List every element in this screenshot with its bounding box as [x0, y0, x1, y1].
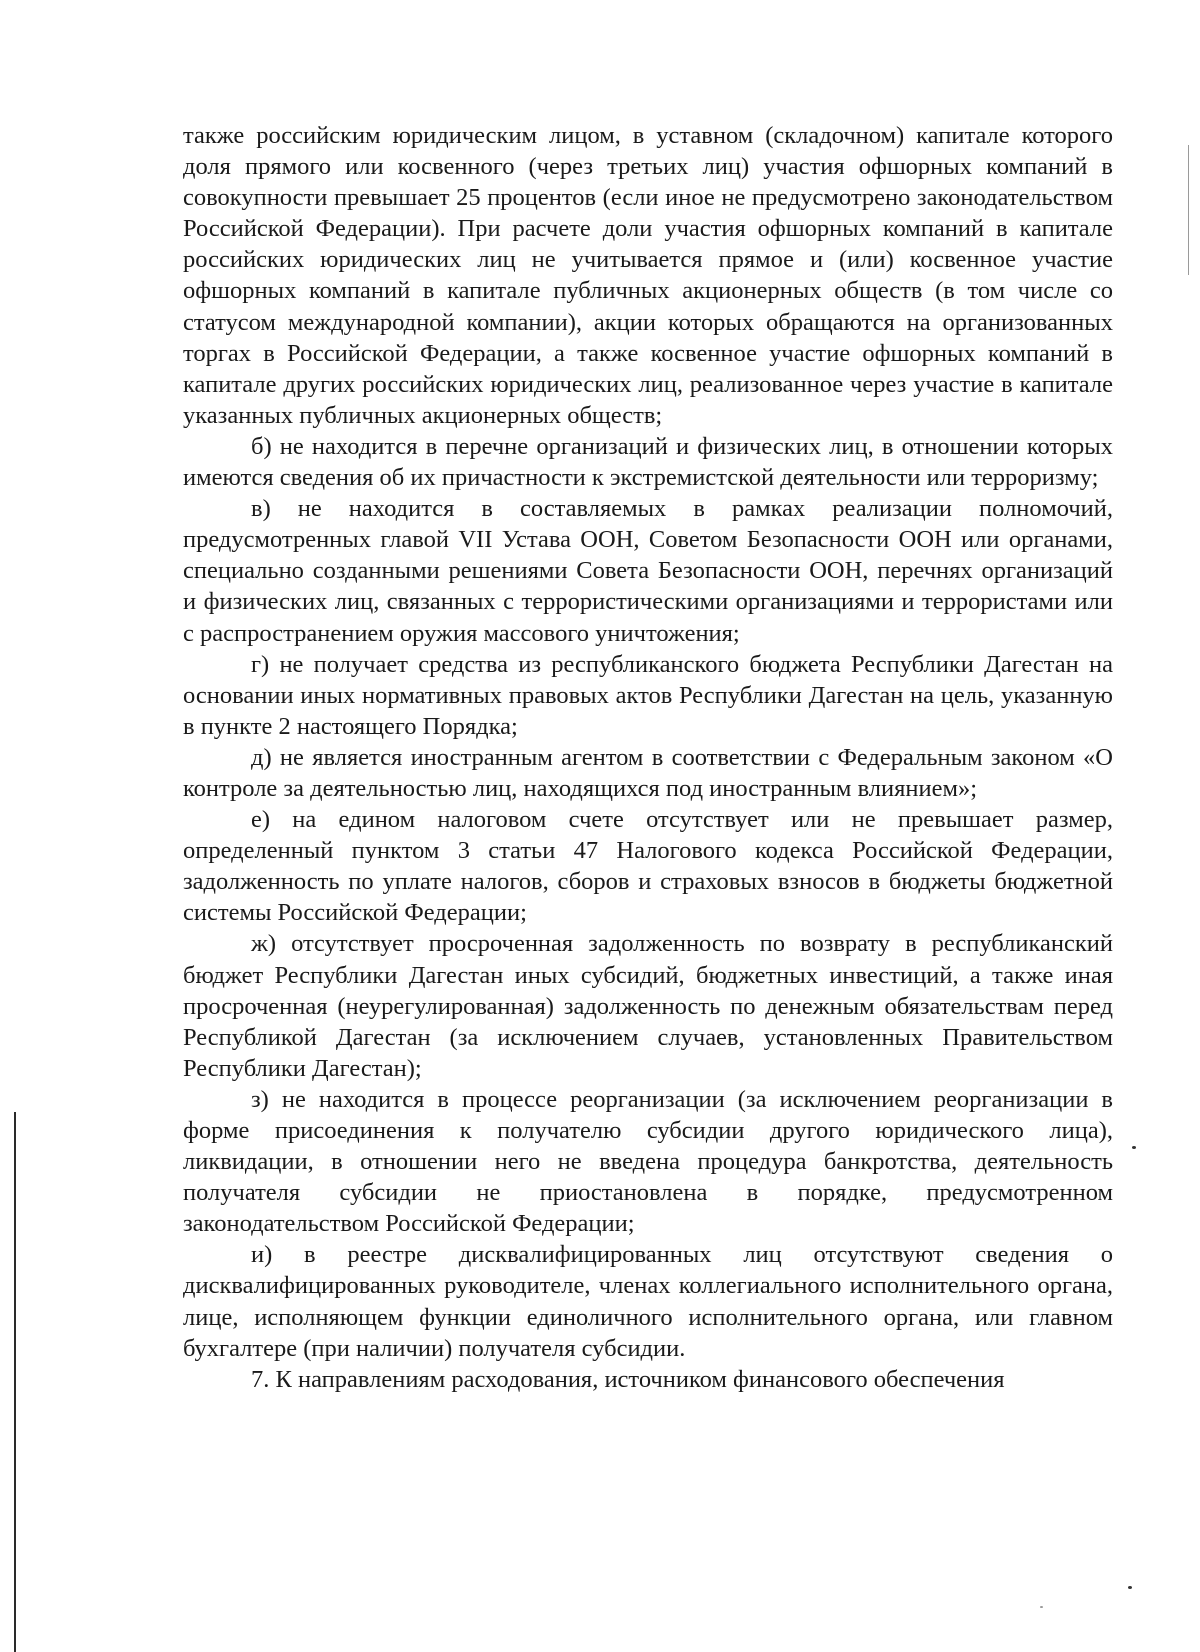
scan-edge-line-right: [1188, 145, 1189, 275]
paragraph-section-7: 7. К направлениям расходования, источником финансового обеспечения: [251, 1365, 1005, 1393]
paragraph-item-v: в) не находится в составляемых в рамках реализации полномочий, предусмотренных главой VII Устава ООН, Советом Безопасности ООН или органами, специально созданными решениями Совета Безопасности ООН, перечнях организаций и физических лиц, связанных с террористическими организациями и террористами или с распространением оружия массового уничтожения;: [183, 495, 1113, 647]
paragraph-item-zh: ж) отсутствует просроченная задолженность по возврату в республиканский бюджет Республики Дагестан иных субсидий, бюджетных инвестиций, а также иная просроченная (неурегулированная) задолженность по денежным обязательствам перед Республикой Дагестан (за исключением случаев, установленных Правительством Республики Дагестан);: [183, 930, 1113, 1082]
paragraph-item-d: д) не является иностранным агентом в соответствии с Федеральным законом «О контроле за деятельностью лиц, находящихся под иностранным влиянием»;: [183, 743, 1113, 802]
paragraph-item-b: б) не находится в перечне организаций и физических лиц, в отношении которых имеются сведения об их причастности к экстремистской деятельности или терроризму;: [183, 432, 1113, 492]
paragraph-item-g: г) не получает средства из республиканского бюджета Республики Дагестан на основании иных нормативных правовых актов Республики Дагестан на цель, указанную в пункте 2 настоящего Порядка;: [183, 650, 1113, 740]
scan-speck: [1128, 1586, 1132, 1589]
scan-edge-line-left: [14, 1112, 16, 1652]
paragraph-continuation: также российским юридическим лицом, в уставном (складочном) капитале которого доля прямого или косвенного (через третьих лиц) участия офшорных компаний в совокупности превышает 25 процентов (если иное не предусмотрено законодательством Российской Федерации). При расчете доли участия офшорных компаний в капитале российских юридических лиц не учитывается прямое и (или) косвенное участие офшорных компаний в капитале публичных акционерных обществ (в том числе со статусом международной компании), акции которых обращаются на организованных торгах в Российской Федерации, а также косвенное участие офшорных компаний в капитале других российских юридических лиц, реализованное через участие в капитале указанных публичных акционерных обществ;: [183, 122, 1113, 429]
scan-speck: [1132, 1146, 1136, 1149]
document-body: [183, 120, 1113, 1395]
scan-speck: [1040, 1606, 1043, 1608]
paragraph-item-i: и) в реестре дисквалифицированных лиц отсутствуют сведения о дисквалифицированных руководителе, членах коллегиального исполнительного органа, лице, исполняющем функции единоличного исполнительного органа, или главном бухгалтере (при наличии) получателя субсидии.: [183, 1241, 1113, 1362]
paragraph-item-e: е) на едином налоговом счете отсутствует или не превышает размер, определенный пунктом 3 статьи 47 Налогового кодекса Российской Федерации, задолженность по уплате налогов, сборов и страховых взносов в бюджеты бюджетной системы Российской Федерации;: [183, 806, 1113, 927]
paragraph-item-z: з) не находится в процессе реорганизации (за исключением реорганизации в форме присоединения к получателю субсидии другого юридического лица), ликвидации, в отношении него не введена процедура банкротства, деятельность получателя субсидии не приостановлена в порядке, предусмотренном законодательством Российской Федерации;: [183, 1085, 1113, 1238]
